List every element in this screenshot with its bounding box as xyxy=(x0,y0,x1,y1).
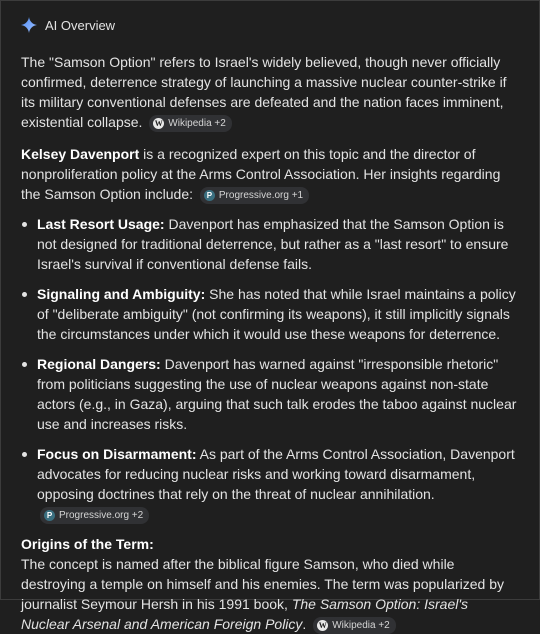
source-chip-progressive[interactable] xyxy=(40,507,149,524)
intro-text: The "Samson Option" refers to Israel's widely believed, though never officially confirmed, deterrence strategy of launching a massive nuclear counter-strike if its military conventional defenses are defeated and the nation faces imminent, existential collapse. xyxy=(21,54,507,130)
list-item xyxy=(21,284,519,344)
expert-name: Kelsey Davenport xyxy=(21,146,140,162)
bullet-text: As part of the Arms Control Association, Davenport advocates for reducing nuclear risks and working toward disarmament, opposing doctrines that rely on the threat of nuclear annihilation. xyxy=(37,446,515,502)
list-item xyxy=(21,214,519,274)
source-chip-wikipedia[interactable] xyxy=(313,617,396,634)
bullet-title: Signaling and Ambiguity: xyxy=(37,286,206,302)
origins-text: The concept is named after the biblical figure Samson, who died while destroying a temple on himself and his enemies. The term was popularized by journalist Seymour Hersh in his 1991 book, xyxy=(21,556,504,612)
bullet-title: Focus on Disarmament: xyxy=(37,446,197,462)
chip-label: Progressive.org +1 xyxy=(218,190,304,201)
list-item xyxy=(21,444,519,524)
bullet-title: Regional Dangers: xyxy=(37,356,161,372)
origins-heading: Origins of the Term: xyxy=(21,536,154,552)
origins-end: . xyxy=(302,616,307,632)
expert-text: is a recognized expert on this topic and the director of nonproliferation policy at the Arms Control Association. Her insights regarding the Samson Option include: xyxy=(21,146,501,202)
chip-label: Wikipedia +2 xyxy=(332,620,390,631)
wikipedia-icon: W xyxy=(154,119,163,128)
bullet-text: Davenport has emphasized that the Samson Option is not designed for traditional deterrence, but rather as a "last resort" to ensure Israel's survival if conventional defense fails. xyxy=(37,216,509,272)
bullet-text: Davenport has warned against "irresponsible rhetoric" from politicians suggesting the use of nuclear weapons against non-state actors (e.g., in Gaza), arguing that such talk erodes the taboo against nuclear use and increases risks. xyxy=(37,356,517,432)
overview-content xyxy=(1,38,539,634)
wikipedia-icon: W xyxy=(318,621,327,630)
progressive-icon: P xyxy=(44,510,55,521)
book-title: The Samson Option: Israel's Nuclear Arsenal and American Foreign Policy xyxy=(21,596,469,632)
chip-label: Wikipedia +2 xyxy=(168,118,226,129)
header-title: AI Overview xyxy=(45,17,116,33)
source-chip-wikipedia[interactable] xyxy=(149,115,232,132)
insights-list xyxy=(21,214,519,524)
expert-paragraph xyxy=(21,144,519,204)
source-chip-progressive[interactable] xyxy=(200,187,309,204)
bullet-title: Last Resort Usage: xyxy=(37,216,165,232)
list-item xyxy=(21,354,519,434)
ai-overview-header xyxy=(1,1,539,38)
gemini-sparkle-icon xyxy=(21,17,37,33)
progressive-icon: P xyxy=(204,190,215,201)
intro-paragraph xyxy=(21,52,519,132)
chip-label: Progressive.org +2 xyxy=(59,510,144,521)
origins-paragraph xyxy=(21,554,519,634)
bullet-text: She has noted that while Israel maintains a policy of "deliberate ambiguity" (not confirming its weapons), it still implicitly signals the circumstances under which it would use these weapons for deterrence. xyxy=(37,286,516,342)
